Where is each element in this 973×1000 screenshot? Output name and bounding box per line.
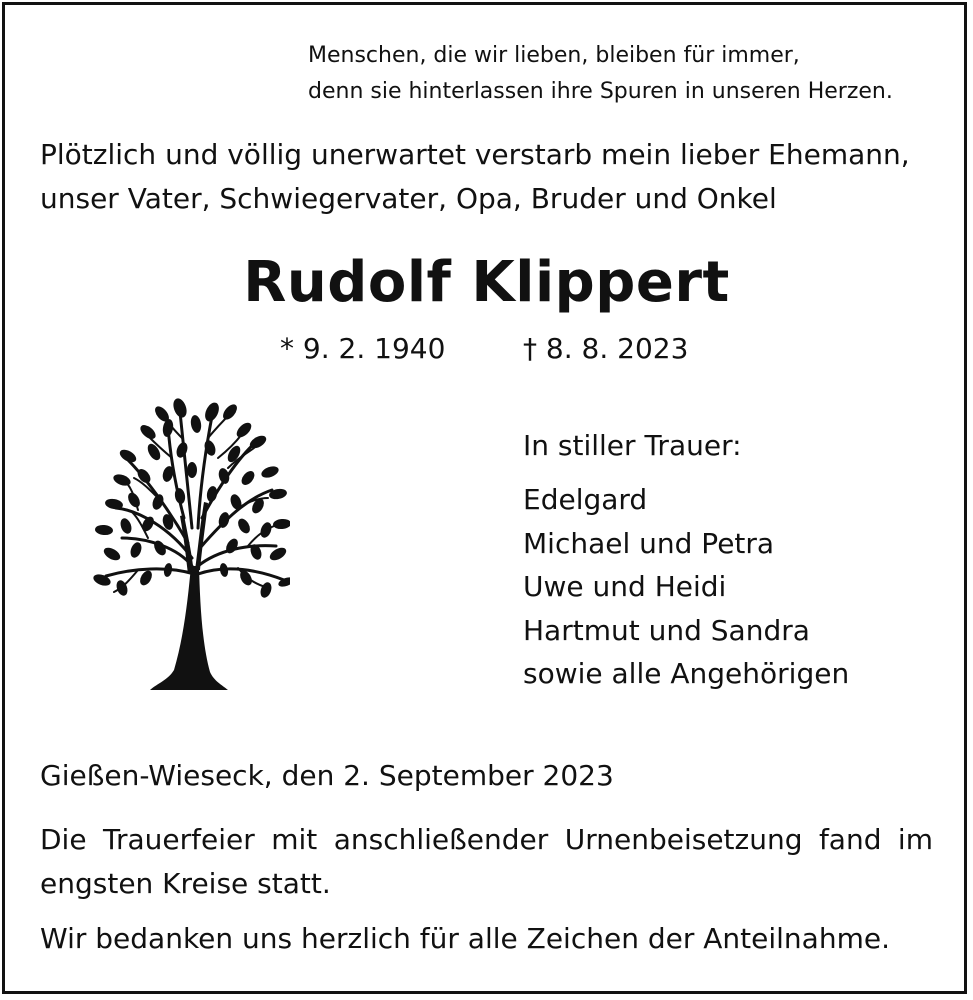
mourner-item: Hartmut und Sandra: [523, 613, 810, 647]
deceased-name: Rudolf Klippert: [243, 250, 730, 315]
intro-line-1: Plötzlich und völlig unerwartet verstarb mein lieber Ehemann,: [40, 138, 910, 171]
mourner-item: Edelgard: [523, 483, 648, 516]
life-dates: [280, 327, 689, 371]
thanks-note: Wir bedanken uns herzlich für alle Zeichen der Anteilnahme.: [40, 922, 890, 955]
ceremony-notice: Die Trauerfeier mit anschließender Urnenbeisetzung fand im engsten Kreise statt.: [40, 823, 933, 900]
mourners-list: [523, 478, 849, 696]
tree-icon: [88, 398, 290, 692]
mourner-item: Uwe und Heidi: [523, 570, 727, 603]
death-date: † 8. 8. 2023: [523, 332, 689, 365]
intro-text: [40, 133, 940, 221]
place-and-date: Gießen-Wieseck, den 2. September 2023: [40, 759, 614, 792]
birth-date: * 9. 2. 1940: [280, 332, 446, 365]
motto-line-2: denn sie hinterlassen ihre Spuren in unseren Herzen.: [308, 79, 893, 104]
mourner-item: sowie alle Angehörigen: [523, 657, 850, 690]
intro-line-2: unser Vater, Schwiegervater, Opa, Bruder und Onkel: [40, 182, 777, 215]
motto-verse: [308, 38, 893, 110]
motto-line-1: Menschen, die wir lieben, bleiben für immer,: [308, 43, 800, 68]
mourners-heading: In stiller Trauer:: [523, 429, 742, 462]
mourner-item: Michael und Petra: [523, 526, 775, 560]
